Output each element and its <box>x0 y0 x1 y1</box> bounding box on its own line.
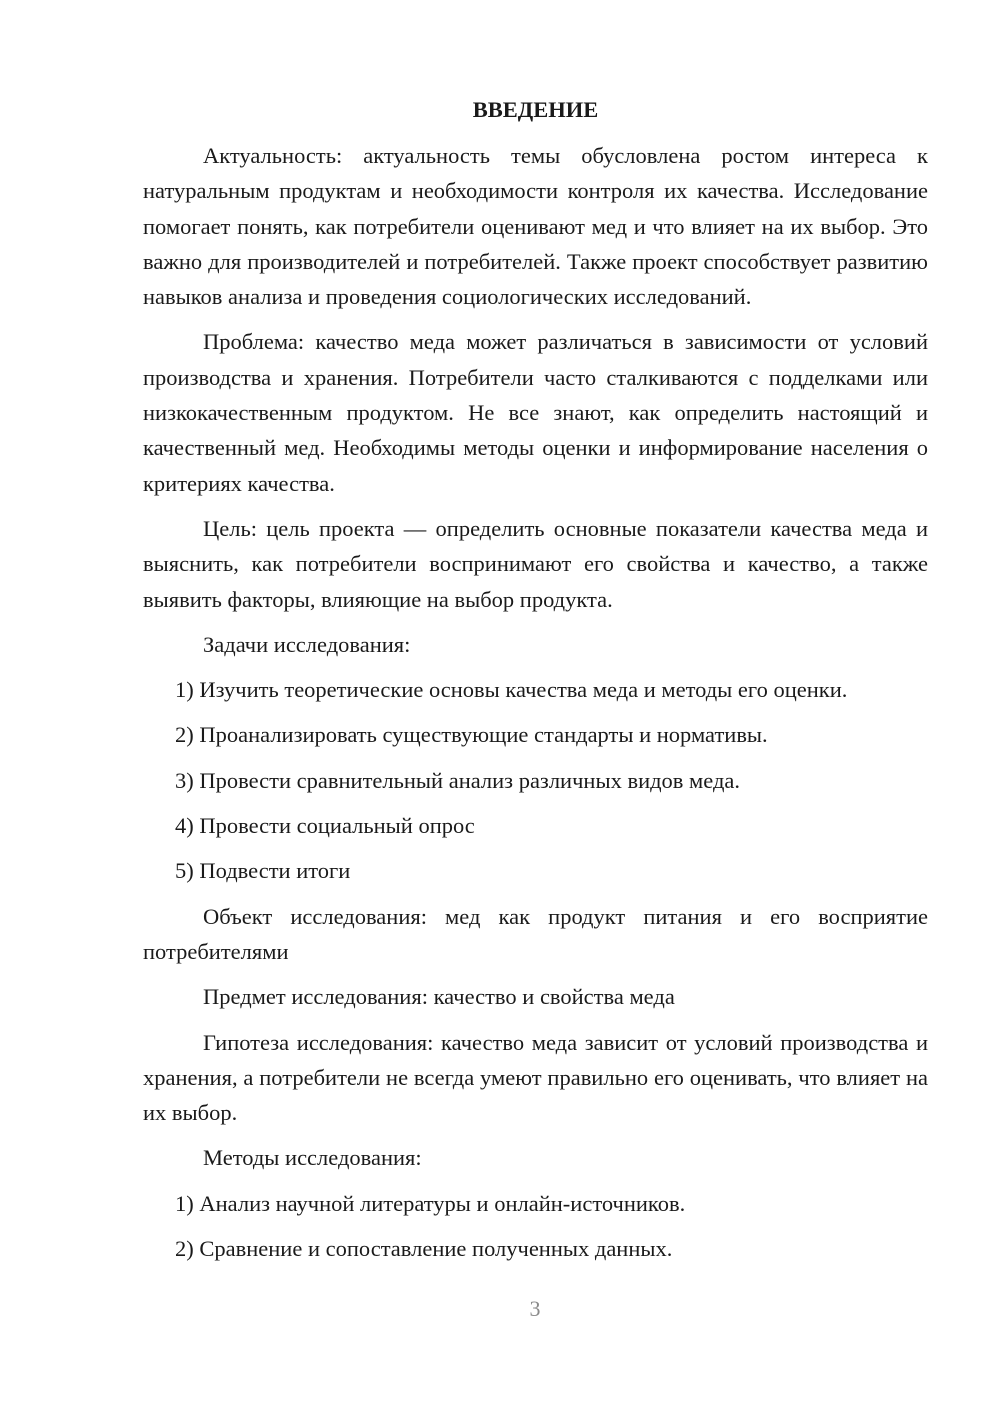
goal-paragraph: Цель: цель проекта — определить основные показатели качества меда и выяснить, как потребители воспринимают его свойства и качество, а также выявить факторы, влияющие на выбор продукта. <box>143 515 928 612</box>
subject-paragraph: Предмет исследования: качество и свойства меда <box>203 984 675 1010</box>
methods-heading: Методы исследования: <box>203 1145 422 1171</box>
list-item: 1) Изучить теоретические основы качества меда и методы его оценки. <box>175 677 848 703</box>
list-item: 3) Провести сравнительный анализ различных видов меда. <box>175 767 741 793</box>
tasks-list <box>143 672 928 888</box>
hypothesis-paragraph: Гипотеза исследования: качество меда зависит от условий производства и хранения, а потребители не всегда умеют правильно его оценивать, что влияет на их выбор. <box>143 1029 928 1126</box>
page-number: 3 <box>529 1296 541 1321</box>
tasks-heading: Задачи исследования: <box>203 631 411 657</box>
object-paragraph: Объект исследования: мед как продукт питания и его восприятие потребителями <box>143 903 928 964</box>
page-title: ВВЕДЕНИЕ <box>472 97 599 122</box>
relevance-paragraph: Актуальность: актуальность темы обусловлена ростом интереса к натуральным продуктам и необходимости контроля их качества. Исследование помогает понять, как потребители оценивают мед и что влияет на их выбор. Это важно для производителей и потребителей. Также проект способствует развитию навыков анализа и проведения социологических исследований. <box>143 143 928 310</box>
list-item: 1) Анализ научной литературы и онлайн-источников. <box>175 1190 686 1216</box>
list-item: 2) Сравнение и сопоставление полученных данных. <box>175 1236 673 1262</box>
list-item: 5) Подвести итоги <box>175 858 351 884</box>
document-page <box>143 90 928 1276</box>
methods-list <box>143 1186 928 1267</box>
list-item: 2) Проанализировать существующие стандарты и нормативы. <box>175 722 768 748</box>
problem-paragraph: Проблема: качество меда может различаться в зависимости от условий производства и хранения. Потребители часто сталкиваются с подделками или низкокачественным продуктом. Не все знают, как определить настоящий и качественный мед. Необходимы методы оценки и информирование населения о критериях качества. <box>143 329 928 496</box>
list-item: 4) Провести социальный опрос <box>175 813 475 839</box>
